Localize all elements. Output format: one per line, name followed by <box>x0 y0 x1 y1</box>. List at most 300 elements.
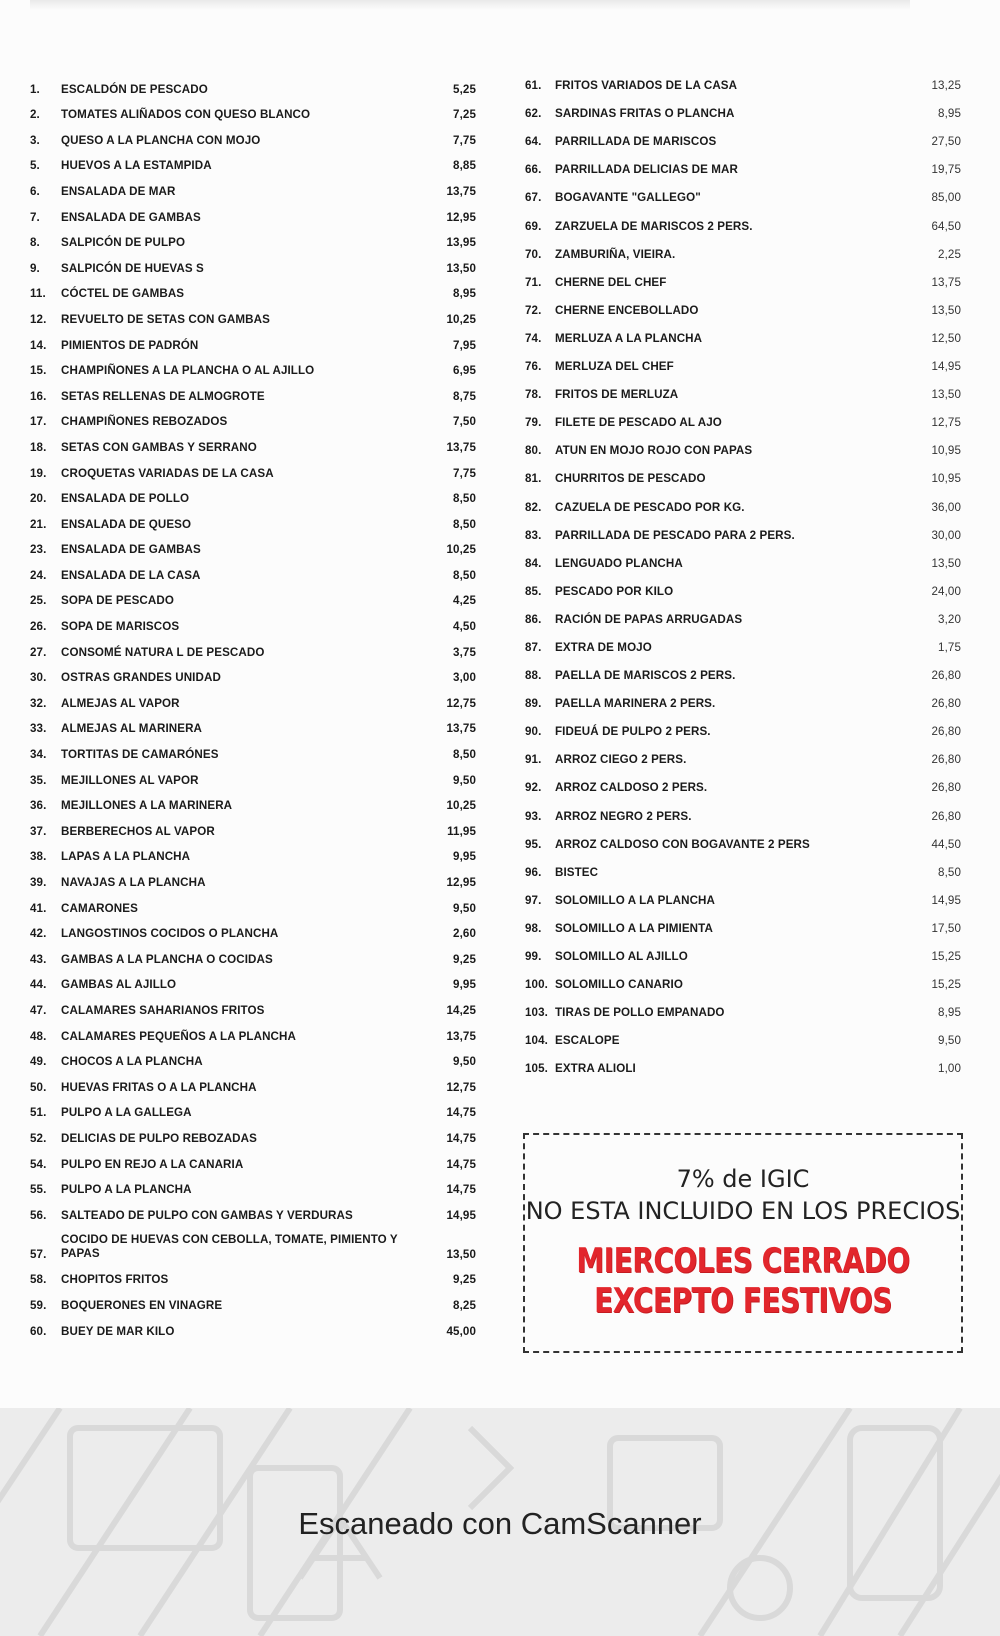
menu-item-name: PAELLA MARINERA 2 PERS. <box>555 697 716 711</box>
menu-item-number: 55. <box>30 1183 47 1197</box>
menu-item <box>525 935 965 963</box>
menu-item-name: SARDINAS FRITAS O PLANCHA <box>555 107 735 121</box>
menu-item-price: 26,80 <box>931 697 961 711</box>
menu-item-price: 14,75 <box>446 1106 476 1120</box>
menu-item <box>30 1094 480 1120</box>
menu-item-name: PULPO A LA GALLEGA <box>61 1106 192 1120</box>
menu-item-name: MERLUZA DEL CHEF <box>555 360 674 374</box>
menu-item-number: 38. <box>30 850 47 864</box>
menu-item <box>30 96 480 122</box>
menu-item-number: 26. <box>30 620 47 634</box>
menu-item-price: 7,75 <box>453 133 476 147</box>
menu-item-number: 96. <box>525 865 542 879</box>
menu-item-name: BERBERECHOS AL VAPOR <box>61 824 215 838</box>
menu-item <box>30 352 480 378</box>
menu-item-number: 34. <box>30 748 47 762</box>
menu-item-name: EXTRA ALIOLI <box>555 1062 636 1076</box>
menu-item-price: 8,95 <box>453 287 476 301</box>
menu-item <box>525 429 965 457</box>
menu-item-price: 15,25 <box>931 978 961 992</box>
tax-notice-line1: 7% de IGIC <box>676 1165 810 1193</box>
menu-item-price: 9,50 <box>453 901 476 915</box>
menu-item-number: 74. <box>525 331 542 345</box>
menu-item-name: BUEY DE MAR KILO <box>61 1324 175 1338</box>
menu-item-name: ALMEJAS AL VAPOR <box>61 696 180 710</box>
menu-item-number: 35. <box>30 773 47 787</box>
menu-item <box>30 403 480 429</box>
menu-item-price: 15,25 <box>931 950 961 963</box>
menu-item <box>525 598 965 626</box>
menu-item-name: CHERNE ENCEBOLLADO <box>555 303 699 317</box>
menu-item <box>525 991 965 1019</box>
menu-item-number: 54. <box>30 1157 47 1171</box>
menu-item-price: 9,25 <box>453 952 476 966</box>
menu-item-price: 13,75 <box>446 722 476 736</box>
menu-item-name: RACIÓN DE PAPAS ARRUGADAS <box>555 612 743 626</box>
menu-item-name: REVUELTO DE SETAS CON GAMBAS <box>61 312 270 326</box>
menu-item-name: ARROZ CALDOSO CON BOGAVANTE 2 PERS <box>555 837 810 851</box>
menu-item <box>525 373 965 401</box>
menu-item-price: 27,50 <box>931 135 961 149</box>
menu-item-price: 8,95 <box>938 1006 961 1020</box>
menu-item-price: 13,50 <box>446 1247 476 1261</box>
menu-item-name: CHOCOS A LA PLANCHA <box>61 1055 203 1069</box>
menu-item-name: ATUN EN MOJO ROJO CON PAPAS <box>555 444 753 458</box>
menu-item-name: MERLUZA A LA PLANCHA <box>555 331 703 345</box>
menu-item-price: 9,50 <box>938 1034 961 1048</box>
menu-item-price: 30,00 <box>931 528 961 542</box>
menu-item-price: 45,00 <box>446 1324 476 1338</box>
menu-item-number: 11. <box>30 287 46 301</box>
menu-item-number: 59. <box>30 1298 47 1312</box>
closed-notice-line2: EXCEPTO FESTIVOS <box>594 1281 892 1321</box>
menu-item-name: CAZUELA DE PESCADO POR KG. <box>555 500 745 514</box>
menu-item-price: 7,25 <box>453 108 476 122</box>
menu-item-number: 43. <box>30 952 47 966</box>
menu-item-name: ARROZ CIEGO 2 PERS. <box>555 753 687 767</box>
camscanner-footer <box>0 1408 1000 1636</box>
menu-column-right <box>525 64 965 1075</box>
menu-item <box>525 148 965 176</box>
menu-item-price: 13,75 <box>446 440 476 454</box>
menu-item-number: 91. <box>525 753 542 767</box>
menu-item-price: 26,80 <box>931 669 961 683</box>
menu-item-name: SOLOMILLO A LA PLANCHA <box>555 893 715 907</box>
menu-item-price: 4,25 <box>453 594 476 608</box>
menu-item-name: PARRILLADA DE MARISCOS <box>555 135 717 149</box>
menu-item-name: SETAS RELLENAS DE ALMOGROTE <box>61 389 265 403</box>
menu-item-name: OSTRAS GRANDES UNIDAD <box>61 671 221 685</box>
menu-item-number: 5. <box>30 159 40 173</box>
menu-item-price: 26,80 <box>931 781 961 795</box>
menu-item-name: HUEVAS FRITAS O A LA PLANCHA <box>61 1080 257 1094</box>
menu-item-name: TIRAS DE POLLO EMPANADO <box>555 1006 725 1020</box>
menu-item-number: 1. <box>30 82 40 96</box>
menu-item-price: 14,95 <box>446 1208 476 1222</box>
camscanner-watermark: Escaneado con CamScanner <box>298 1506 702 1541</box>
menu-item <box>30 326 480 352</box>
menu-item-number: 17. <box>30 415 47 429</box>
menu-item-number: 98. <box>525 921 542 935</box>
menu-item-price: 9,95 <box>453 850 476 864</box>
menu-item-number: 67. <box>525 191 542 205</box>
menu-item-name: ALMEJAS AL MARINERA <box>61 722 203 736</box>
menu-item-number: 83. <box>525 528 542 542</box>
menu-item-number: 90. <box>525 725 542 739</box>
menu-item-number: 8. <box>30 236 40 250</box>
menu-item-number: 39. <box>30 876 47 889</box>
menu-item-name: ENSALADA DE GAMBAS <box>61 543 201 557</box>
menu-item <box>525 176 965 204</box>
menu-item-price: 14,25 <box>446 1003 476 1017</box>
menu-item <box>30 915 480 941</box>
menu-item <box>525 879 965 907</box>
menu-item <box>30 966 480 992</box>
menu-item <box>30 582 480 608</box>
menu-item-name: QUESO A LA PLANCHA CON MOJO <box>61 133 261 147</box>
menu-item-price: 8,75 <box>453 389 476 403</box>
menu-item <box>525 514 965 542</box>
menu-item-name: SOLOMILLO AL AJILLO <box>555 950 688 963</box>
menu-item-price: 8,85 <box>453 159 476 173</box>
menu-item <box>525 345 965 373</box>
menu-item-name: ZAMBURIÑA, VIEIRA. <box>555 247 676 261</box>
menu-item <box>30 1312 480 1338</box>
menu-item-name: SOPA DE MARISCOS <box>61 620 180 634</box>
menu-item-number: 32. <box>30 696 47 710</box>
menu-item <box>30 1261 480 1287</box>
menu-item-price: 8,25 <box>453 1298 476 1312</box>
menu-item-number: 56. <box>30 1208 47 1222</box>
menu-item-number: 60. <box>30 1324 47 1338</box>
menu-item-price: 8,95 <box>938 107 961 121</box>
menu-item <box>30 1043 480 1069</box>
menu-item-price: 10,25 <box>446 543 476 557</box>
menu-item <box>30 480 480 506</box>
menu-item-name: ESCALOPE <box>555 1034 620 1048</box>
menu-item-number: 64. <box>525 135 542 149</box>
menu-item-price: 14,75 <box>446 1131 476 1145</box>
menu-item-number: 79. <box>525 416 542 430</box>
menu-item <box>525 542 965 570</box>
menu-item-name: LENGUADO PLANCHA <box>555 556 683 570</box>
menu-item-number: 33. <box>30 722 47 736</box>
menu-item-name: CHURRITOS DE PESCADO <box>555 472 706 486</box>
menu-item <box>525 570 965 598</box>
menu-item-number: 37. <box>30 824 47 838</box>
menu-item-name: TORTITAS DE CAMARÓNES <box>61 748 219 762</box>
menu-item <box>525 963 965 991</box>
menu-item <box>525 120 965 148</box>
menu-item-number: 44. <box>30 978 47 992</box>
scan-edge <box>30 0 910 10</box>
menu-item-price: 13,25 <box>931 79 961 93</box>
menu-item <box>525 261 965 289</box>
menu-item-number: 19. <box>30 466 47 480</box>
menu-item-number: 20. <box>30 492 47 506</box>
menu-item-name: ARROZ CALDOSO 2 PERS. <box>555 781 708 795</box>
menu-item-number: 92. <box>525 781 542 795</box>
menu-item <box>30 1222 480 1261</box>
menu-item-price: 14,95 <box>931 893 961 907</box>
menu-item-number: 42. <box>30 927 47 941</box>
menu-item-number: 93. <box>525 809 542 823</box>
menu-item <box>30 838 480 864</box>
menu-item-price: 12,95 <box>446 210 476 224</box>
menu-item-price: 2,25 <box>938 247 961 261</box>
menu-item-name: LANGOSTINOS COCIDOS O PLANCHA <box>61 927 279 941</box>
menu-item-name: PAELLA DE MARISCOS 2 PERS. <box>555 669 736 683</box>
menu-item-number: 62. <box>525 107 542 121</box>
menu-item-number: 80. <box>525 444 542 458</box>
menu-item-price: 3,75 <box>453 645 476 659</box>
menu-item-name: ENSALADA DE MAR <box>61 184 176 198</box>
menu-item-name: SALPICÓN DE PULPO <box>61 236 186 250</box>
menu-item-name: PARRILLADA DELICIAS DE MAR <box>555 163 738 177</box>
menu-item-name: ENSALADA DE LA CASA <box>61 568 201 582</box>
menu-item <box>30 556 480 582</box>
menu-item-price: 10,95 <box>931 444 961 458</box>
menu-item-price: 24,00 <box>931 584 961 598</box>
menu-item-number: 15. <box>30 364 47 378</box>
menu-item <box>525 710 965 738</box>
menu-item <box>30 889 480 915</box>
menu-item-name: SOLOMILLO A LA PIMIENTA <box>555 921 713 935</box>
menu-item-price: 8,50 <box>453 748 476 762</box>
menu-item-number: 2. <box>30 108 40 122</box>
menu-item <box>525 766 965 794</box>
menu-item-price: 13,75 <box>446 1029 476 1043</box>
menu-item-number: 18. <box>30 440 47 454</box>
menu-item-name: BOQUERONES EN VINAGRE <box>61 1298 223 1312</box>
menu-item <box>30 1068 480 1094</box>
menu-item-number: 69. <box>525 219 542 233</box>
menu-item <box>30 735 480 761</box>
menu-item-number: 88. <box>525 669 542 683</box>
menu-item-name: SALPICÓN DE HUEVAS S <box>61 261 204 275</box>
menu-item-name: SOLOMILLO CANARIO <box>555 978 683 992</box>
menu-item-price: 26,80 <box>931 753 961 767</box>
menu-item <box>30 224 480 250</box>
menu-item-number: 85. <box>525 584 542 598</box>
menu-item-name: PULPO EN REJO A LA CANARIA <box>61 1157 244 1171</box>
menu-item-number: 16. <box>30 389 47 403</box>
menu-item-name: SETAS CON GAMBAS Y SERRANO <box>61 440 257 454</box>
menu-item-name: CONSOMÉ NATURA L DE PESCADO <box>61 645 265 659</box>
menu-item-number: 23. <box>30 543 47 557</box>
menu-item-number: 30. <box>30 671 47 685</box>
menu-item-name: CALAMARES SAHARIANOS FRITOS <box>61 1003 265 1017</box>
menu-item-name: FRITOS VARIADOS DE LA CASA <box>555 79 738 93</box>
menu-item-price: 13,95 <box>446 236 476 250</box>
menu-item-number: 86. <box>525 612 542 626</box>
menu-item-name: BOGAVANTE "GALLEGO" <box>555 191 701 205</box>
menu-item-price: 13,50 <box>931 556 961 570</box>
menu-item-number: 104. <box>525 1034 548 1048</box>
menu-item <box>525 317 965 345</box>
menu-item-price: 8,50 <box>453 517 476 531</box>
menu-item <box>525 738 965 766</box>
menu-item-name: CAMARONES <box>61 901 138 915</box>
menu-item-name: PIMIENTOS DE PADRÓN <box>61 338 199 352</box>
menu-item <box>525 233 965 261</box>
menu-item-name: ENSALADA DE GAMBAS <box>61 210 201 224</box>
menu-item-number: 84. <box>525 556 542 570</box>
menu-item <box>525 682 965 710</box>
menu-item <box>30 172 480 198</box>
menu-item <box>30 761 480 787</box>
menu-item <box>30 607 480 633</box>
menu-item <box>30 1017 480 1043</box>
menu-item-number: 24. <box>30 568 47 582</box>
closed-notice-line1: MIERCOLES CERRADO <box>576 1241 910 1281</box>
menu-item-price: 9,50 <box>453 773 476 787</box>
menu-item-price: 13,50 <box>931 303 961 317</box>
menu-item-number: 100. <box>525 978 548 992</box>
menu-item-number: 81. <box>525 472 542 486</box>
menu-item-price: 6,95 <box>453 364 476 378</box>
menu-column-left <box>30 70 480 1338</box>
menu-item-name: MEJILLONES A LA MARINERA <box>61 799 233 813</box>
menu-item-number: 25. <box>30 594 47 608</box>
menu-item <box>30 1196 480 1222</box>
menu-item-name: ARROZ NEGRO 2 PERS. <box>555 809 692 823</box>
menu-item-price: 14,75 <box>446 1183 476 1197</box>
menu-item <box>30 684 480 710</box>
menu-item-number: 82. <box>525 500 542 514</box>
menu-item <box>30 710 480 736</box>
menu-item-name: PULPO A LA PLANCHA <box>61 1183 192 1197</box>
menu-item-price: 10,25 <box>446 312 476 326</box>
menu-item-number: 21. <box>30 517 47 531</box>
menu-item-number: 48. <box>30 1029 47 1043</box>
menu-item-price: 13,50 <box>931 388 961 402</box>
menu-item-price: 26,80 <box>931 725 961 739</box>
menu-item <box>30 633 480 659</box>
menu-item-name: CÓCTEL DE GAMBAS <box>61 287 185 301</box>
menu-item-number: 14. <box>30 338 47 352</box>
menu-item-price: 17,50 <box>931 921 961 935</box>
menu-item-price: 36,00 <box>931 500 961 514</box>
menu-item-price: 19,75 <box>931 163 961 177</box>
menu-item-price: 2,60 <box>453 927 476 941</box>
menu-item-name: PESCADO POR KILO <box>555 584 674 598</box>
menu-item-number: 71. <box>525 275 542 289</box>
menu-item <box>30 428 480 454</box>
menu-item-price: 12,75 <box>446 1080 476 1094</box>
menu-item-name: TOMATES ALIÑADOS CON QUESO BLANCO <box>61 108 311 122</box>
menu-item-number: 36. <box>30 799 47 813</box>
menu-item <box>30 147 480 173</box>
menu-item <box>30 1119 480 1145</box>
menu-item <box>525 907 965 935</box>
menu-item-number: 72. <box>525 303 542 317</box>
menu-item-number: 99. <box>525 950 542 963</box>
menu-item-price: 3,20 <box>938 612 961 626</box>
menu-item-price: 1,00 <box>938 1062 961 1076</box>
menu-item-name: MEJILLONES AL VAPOR <box>61 773 199 787</box>
menu-item-price: 9,50 <box>453 1055 476 1069</box>
menu-item <box>30 275 480 301</box>
menu-item-price: 12,75 <box>446 696 476 710</box>
menu-item-name: CALAMARES PEQUEÑOS A LA PLANCHA <box>61 1029 296 1043</box>
menu-item-number: 9. <box>30 261 40 275</box>
menu-item-price: 64,50 <box>931 219 961 233</box>
menu-item-name: DELICIAS DE PULPO REBOZADAS <box>61 1131 257 1145</box>
menu-item-number: 27. <box>30 645 47 659</box>
menu-item-price: 10,95 <box>931 472 961 486</box>
menu-item <box>30 863 480 889</box>
menu-item-price: 44,50 <box>931 837 961 851</box>
menu-item <box>30 249 480 275</box>
menu-item-name: CHAMPIÑONES REBOZADOS <box>61 415 228 429</box>
menu-item <box>30 659 480 685</box>
menu-item <box>525 485 965 513</box>
menu-item-number: 3. <box>30 133 40 147</box>
menu-item <box>30 991 480 1017</box>
menu-item-number: 97. <box>525 893 542 907</box>
menu-item-name: SOPA DE PESCADO <box>61 594 174 608</box>
menu-item-price: 8,50 <box>938 865 961 879</box>
tax-notice-box <box>523 1133 963 1353</box>
menu-item-price: 26,80 <box>931 809 961 823</box>
menu-item-price: 9,25 <box>453 1273 476 1287</box>
menu-item-price: 85,00 <box>931 191 961 205</box>
menu-item-number: 50. <box>30 1080 47 1094</box>
menu-item-number: 76. <box>525 360 542 374</box>
menu-item-price: 7,50 <box>453 415 476 429</box>
menu-item <box>525 823 965 851</box>
menu-item-price: 10,25 <box>446 799 476 813</box>
menu-item <box>525 204 965 232</box>
menu-item-name: LAPAS A LA PLANCHA <box>61 850 191 864</box>
menu-item-number: 7. <box>30 210 40 224</box>
menu-item-price: 9,95 <box>453 978 476 992</box>
menu-item-number: 95. <box>525 837 542 851</box>
menu-item-number: 49. <box>30 1055 47 1069</box>
menu-item-name: CHAMPIÑONES A LA PLANCHA O AL AJILLO <box>61 364 315 378</box>
menu-item-name: PARRILLADA DE PESCADO PARA 2 PERS. <box>555 528 795 542</box>
menu-item-price: 1,75 <box>938 640 961 654</box>
menu-item-price: 8,50 <box>453 568 476 582</box>
menu-item <box>30 70 480 96</box>
menu-item-name: FIDEUÁ DE PULPO 2 PERS. <box>555 725 711 739</box>
menu-item-price: 13,75 <box>446 184 476 198</box>
menu-item <box>525 92 965 120</box>
menu-item <box>525 1019 965 1047</box>
menu-item-number: 12. <box>30 312 47 326</box>
menu-item <box>30 121 480 147</box>
menu-item-number: 61. <box>525 79 542 93</box>
menu-item <box>525 1047 965 1075</box>
menu-item-name: NAVAJAS A LA PLANCHA <box>61 876 206 889</box>
menu-item <box>30 940 480 966</box>
menu-item-name: FILETE DE PESCADO AL AJO <box>555 416 722 430</box>
menu-item-name: ZARZUELA DE MARISCOS 2 PERS. <box>555 219 753 233</box>
menu-item-number: 41. <box>30 901 47 915</box>
menu-item <box>30 787 480 813</box>
menu-item <box>30 1171 480 1197</box>
menu-item-name: ENSALADA DE QUESO <box>61 517 192 531</box>
menu-item <box>525 64 965 92</box>
menu-item-number: 89. <box>525 697 542 711</box>
menu-item-price: 14,75 <box>446 1157 476 1171</box>
menu-item-price: 12,75 <box>931 416 961 430</box>
menu-item <box>525 401 965 429</box>
menu-item <box>30 1145 480 1171</box>
menu-item <box>30 812 480 838</box>
menu-item-price: 8,50 <box>453 492 476 506</box>
